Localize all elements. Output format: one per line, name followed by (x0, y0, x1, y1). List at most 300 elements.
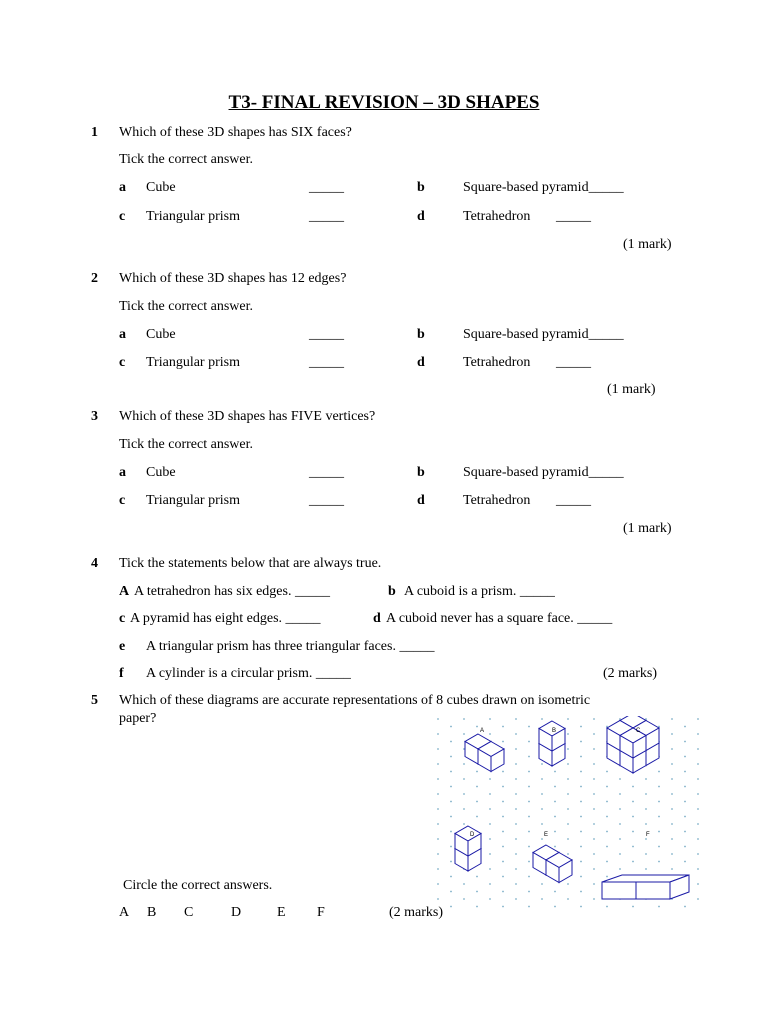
grid-dot (437, 883, 439, 885)
grid-dot (580, 816, 582, 818)
grid-dot (580, 891, 582, 893)
grid-dot (476, 726, 478, 728)
grid-dot (476, 771, 478, 773)
grid-dot (515, 718, 517, 720)
page-title: T3- FINAL REVISION – 3D SHAPES (228, 92, 540, 113)
option-letter: c (119, 355, 126, 370)
grid-dot (437, 898, 439, 900)
grid-dot (528, 786, 530, 788)
grid-dot (580, 876, 582, 878)
grid-dot (528, 726, 530, 728)
grid-dot (489, 883, 491, 885)
grid-dot (502, 846, 504, 848)
grid-dot (502, 786, 504, 788)
grid-dot (593, 898, 595, 900)
grid-dot (645, 838, 647, 840)
grid-dot (554, 786, 556, 788)
grid-dot (632, 816, 634, 818)
grid-dot (502, 876, 504, 878)
grid-dot (437, 823, 439, 825)
grid-dot (463, 718, 465, 720)
answer-blank[interactable]: _____ (556, 493, 591, 508)
grid-dot (489, 808, 491, 810)
grid-dot (671, 853, 673, 855)
grid-dot (437, 838, 439, 840)
grid-dot (684, 786, 686, 788)
statement-letter: e (119, 639, 126, 654)
grid-dot (528, 846, 530, 848)
grid-dot (593, 883, 595, 885)
option-letter: d (417, 355, 425, 370)
question-number: 3 (91, 409, 98, 424)
grid-dot (463, 823, 465, 825)
grid-dot (580, 831, 582, 833)
grid-dot (593, 823, 595, 825)
answer-option-f[interactable]: F (317, 905, 325, 920)
grid-dot (645, 793, 647, 795)
grid-dot (463, 808, 465, 810)
grid-dot (593, 778, 595, 780)
grid-dot (567, 748, 569, 750)
grid-dot (515, 823, 517, 825)
grid-dot (684, 801, 686, 803)
grid-dot (593, 808, 595, 810)
grid-dot (450, 771, 452, 773)
grid-dot (541, 793, 543, 795)
grid-dot (684, 771, 686, 773)
grid-dot (450, 906, 452, 908)
grid-dot (632, 906, 634, 908)
grid-dot (671, 838, 673, 840)
grid-dot (502, 906, 504, 908)
grid-dot (541, 823, 543, 825)
answer-option-e[interactable]: E (277, 905, 286, 920)
grid-dot (671, 823, 673, 825)
instruction-text: Tick the correct answer. (119, 299, 253, 314)
grid-dot (684, 816, 686, 818)
option-letter: d (417, 209, 425, 224)
grid-dot (593, 793, 595, 795)
grid-dot (658, 906, 660, 908)
grid-dot (697, 748, 699, 750)
option-letter: b (417, 180, 425, 195)
question-text: Which of these diagrams are accurate representations of 8 cubes drawn on isometric (119, 693, 591, 708)
option-letter: d (417, 493, 425, 508)
grid-dot (541, 718, 543, 720)
grid-dot (632, 831, 634, 833)
grid-dot (632, 801, 634, 803)
grid-dot (489, 778, 491, 780)
diagram-label-e: E (544, 832, 549, 838)
grid-dot (697, 898, 699, 900)
answer-blank[interactable]: _____ (309, 465, 344, 480)
grid-dot (580, 801, 582, 803)
option-letter: c (119, 209, 126, 224)
marks-label: (1 mark) (623, 521, 672, 536)
option-text[interactable]: Square-based pyramid_____ (463, 465, 624, 480)
grid-dot (437, 868, 439, 870)
grid-dot (450, 801, 452, 803)
grid-dot (554, 891, 556, 893)
grid-dot (476, 801, 478, 803)
grid-dot (684, 831, 686, 833)
question-text: Which of these 3D shapes has 12 edges? (119, 271, 347, 286)
grid-dot (437, 778, 439, 780)
grid-dot (658, 831, 660, 833)
grid-dot (697, 868, 699, 870)
grid-dot (671, 808, 673, 810)
answer-option-c[interactable]: C (184, 905, 194, 920)
marks-label: (2 marks) (603, 666, 658, 681)
grid-dot (606, 786, 608, 788)
answer-blank[interactable]: _____ (309, 493, 344, 508)
grid-dot (671, 748, 673, 750)
diagram-label-b: B (552, 728, 557, 734)
grid-dot (515, 868, 517, 870)
option-text[interactable]: Square-based pyramid_____ (463, 327, 624, 342)
option-text: Triangular prism (146, 209, 240, 224)
grid-dot (515, 808, 517, 810)
grid-dot (619, 838, 621, 840)
grid-dot (528, 756, 530, 758)
grid-dot (437, 763, 439, 765)
instruction-text: Tick the correct answer. (119, 152, 253, 167)
grid-dot (554, 831, 556, 833)
grid-dot (697, 853, 699, 855)
option-letter: b (417, 327, 425, 342)
grid-dot (593, 868, 595, 870)
grid-dot (502, 741, 504, 743)
grid-dot (528, 831, 530, 833)
diagram-label-f: F (646, 832, 650, 838)
grid-dot (489, 823, 491, 825)
answer-option-d[interactable]: D (231, 905, 242, 920)
grid-dot (450, 741, 452, 743)
grid-dot (684, 846, 686, 848)
grid-dot (541, 838, 543, 840)
grid-dot (671, 793, 673, 795)
grid-dot (593, 733, 595, 735)
grid-dot (476, 816, 478, 818)
marks-label: (1 mark) (623, 237, 672, 252)
grid-dot (450, 726, 452, 728)
grid-dot (580, 786, 582, 788)
grid-dot (567, 808, 569, 810)
grid-dot (658, 771, 660, 773)
option-text: Triangular prism (146, 355, 240, 370)
option-text[interactable]: Square-based pyramid_____ (463, 180, 624, 195)
grid-dot (593, 763, 595, 765)
grid-dot (437, 793, 439, 795)
grid-dot (632, 786, 634, 788)
grid-dot (593, 853, 595, 855)
question-number: 1 (91, 125, 98, 140)
grid-dot (554, 771, 556, 773)
grid-dot (554, 801, 556, 803)
grid-dot (515, 763, 517, 765)
grid-dot (450, 786, 452, 788)
grid-dot (658, 786, 660, 788)
grid-dot (671, 763, 673, 765)
grid-dot (502, 861, 504, 863)
grid-dot (528, 801, 530, 803)
grid-dot (697, 733, 699, 735)
marks-label: (1 mark) (607, 382, 656, 397)
grid-dot (684, 906, 686, 908)
grid-dot (528, 741, 530, 743)
grid-dot (437, 733, 439, 735)
answer-blank[interactable]: _____ (309, 209, 344, 224)
grid-dot (515, 778, 517, 780)
grid-dot (567, 763, 569, 765)
option-text: Tetrahedron (463, 493, 531, 508)
grid-dot (541, 883, 543, 885)
statement-letter: b (388, 584, 396, 599)
answer-blank[interactable]: _____ (309, 355, 344, 370)
grid-dot (528, 816, 530, 818)
option-text: Tetrahedron (463, 209, 531, 224)
grid-dot (671, 778, 673, 780)
grid-dot (567, 898, 569, 900)
grid-dot (489, 898, 491, 900)
question-text: Which of these 3D shapes has FIVE vertices? (119, 409, 376, 424)
grid-dot (619, 823, 621, 825)
grid-dot (554, 906, 556, 908)
grid-dot (567, 838, 569, 840)
grid-dot (619, 868, 621, 870)
question-text: Tick the statements below that are always true. (119, 556, 382, 571)
grid-dot (606, 846, 608, 848)
statement-text[interactable]: A cylinder is a circular prism. _____ (146, 666, 351, 681)
grid-dot (515, 853, 517, 855)
answer-blank[interactable]: _____ (556, 355, 591, 370)
diagram-label-a: A (480, 728, 485, 734)
grid-dot (580, 861, 582, 863)
grid-dot (554, 846, 556, 848)
grid-dot (528, 876, 530, 878)
question-number: 4 (91, 556, 98, 571)
instruction-text: Circle the correct answers. (123, 878, 273, 893)
grid-dot (658, 861, 660, 863)
option-letter: c (119, 493, 126, 508)
diagram-label-d: D (470, 832, 475, 838)
grid-dot (658, 816, 660, 818)
statement-letter: f (119, 666, 124, 681)
grid-dot (463, 793, 465, 795)
grid-dot (580, 771, 582, 773)
isometric-diagrams (434, 716, 704, 914)
grid-dot (528, 771, 530, 773)
grid-dot (463, 778, 465, 780)
grid-dot (567, 778, 569, 780)
grid-dot (476, 906, 478, 908)
grid-dot (463, 733, 465, 735)
grid-dot (684, 726, 686, 728)
statement-text[interactable]: A pyramid has eight edges. _____ (130, 611, 321, 626)
grid-dot (619, 808, 621, 810)
answer-option-b[interactable]: B (147, 905, 157, 920)
grid-dot (502, 831, 504, 833)
answer-blank[interactable]: _____ (309, 327, 344, 342)
grid-dot (476, 891, 478, 893)
grid-dot (515, 793, 517, 795)
grid-dot (567, 733, 569, 735)
grid-dot (437, 808, 439, 810)
grid-dot (697, 808, 699, 810)
grid-dot (450, 816, 452, 818)
option-text: Cube (146, 465, 176, 480)
grid-dot (476, 786, 478, 788)
grid-dot (528, 906, 530, 908)
grid-dot (671, 718, 673, 720)
option-letter: b (417, 465, 425, 480)
grid-dot (658, 801, 660, 803)
grid-dot (554, 816, 556, 818)
grid-dot (619, 793, 621, 795)
answer-option-a[interactable]: A (119, 905, 130, 920)
grid-dot (593, 838, 595, 840)
grid-dot (437, 748, 439, 750)
option-text: Cube (146, 327, 176, 342)
option-letter: a (119, 465, 126, 480)
statement-text[interactable]: A tetrahedron has six edges. _____ (134, 584, 330, 599)
grid-dot (450, 756, 452, 758)
statement-text[interactable]: A cuboid is a prism. _____ (404, 584, 555, 599)
grid-dot (502, 726, 504, 728)
grid-dot (541, 808, 543, 810)
grid-dot (541, 898, 543, 900)
grid-dot (515, 883, 517, 885)
grid-dot (567, 883, 569, 885)
grid-dot (567, 853, 569, 855)
grid-dot (580, 741, 582, 743)
grid-dot (580, 906, 582, 908)
grid-dot (606, 831, 608, 833)
statement-letter: c (119, 611, 126, 626)
grid-dot (606, 801, 608, 803)
statement-text[interactable]: A triangular prism has three triangular faces. _____ (146, 639, 435, 654)
grid-dot (697, 778, 699, 780)
grid-dot (606, 771, 608, 773)
grid-dot (567, 793, 569, 795)
grid-dot (437, 718, 439, 720)
grid-dot (606, 876, 608, 878)
grid-dot (593, 748, 595, 750)
grid-dot (502, 891, 504, 893)
instruction-text: Tick the correct answer. (119, 437, 253, 452)
grid-dot (489, 733, 491, 735)
grid-dot (645, 868, 647, 870)
grid-dot (684, 756, 686, 758)
answer-blank[interactable]: _____ (309, 180, 344, 195)
grid-dot (489, 793, 491, 795)
grid-dot (541, 763, 543, 765)
cube-drawings (455, 716, 689, 899)
grid-dot (502, 816, 504, 818)
grid-dot (515, 838, 517, 840)
grid-dot (632, 846, 634, 848)
grid-dot (450, 831, 452, 833)
grid-dot (606, 816, 608, 818)
question-number: 2 (91, 271, 98, 286)
option-text: Cube (146, 180, 176, 195)
option-letter: a (119, 180, 126, 195)
grid-dot (489, 718, 491, 720)
question-text-continued: paper? (119, 711, 157, 726)
grid-dot (697, 838, 699, 840)
grid-dot (645, 808, 647, 810)
grid-dot (697, 823, 699, 825)
grid-dot (489, 868, 491, 870)
grid-dot (697, 763, 699, 765)
grid-dot (515, 898, 517, 900)
grid-dot (463, 883, 465, 885)
grid-dot (645, 853, 647, 855)
grid-dot (632, 861, 634, 863)
grid-dot (463, 898, 465, 900)
statement-text[interactable]: A cuboid never has a square face. _____ (386, 611, 613, 626)
marks-label: (2 marks) (389, 905, 444, 920)
grid-dot (684, 861, 686, 863)
grid-dot (619, 853, 621, 855)
grid-dot (580, 846, 582, 848)
grid-dot (658, 846, 660, 848)
grid-dot (476, 876, 478, 878)
option-letter: a (119, 327, 126, 342)
statement-letter: d (373, 611, 381, 626)
grid-dot (567, 718, 569, 720)
option-text: Triangular prism (146, 493, 240, 508)
grid-dot (671, 733, 673, 735)
grid-dot (502, 771, 504, 773)
grid-dot (580, 726, 582, 728)
grid-dot (502, 801, 504, 803)
question-text: Which of these 3D shapes has SIX faces? (119, 125, 352, 140)
answer-blank[interactable]: _____ (556, 209, 591, 224)
question-number: 5 (91, 693, 98, 708)
grid-dot (684, 741, 686, 743)
grid-dot (606, 906, 608, 908)
grid-dot (671, 868, 673, 870)
grid-dot (450, 876, 452, 878)
grid-dot (593, 718, 595, 720)
grid-dot (606, 861, 608, 863)
grid-dot (619, 778, 621, 780)
grid-dot (450, 891, 452, 893)
grid-dot (450, 846, 452, 848)
grid-dot (528, 861, 530, 863)
diagram-label-c: C (636, 728, 641, 734)
statement-letter: A (119, 584, 130, 599)
option-text: Tetrahedron (463, 355, 531, 370)
grid-dot (697, 793, 699, 795)
grid-dot (437, 853, 439, 855)
grid-dot (450, 861, 452, 863)
grid-dot (489, 853, 491, 855)
grid-dot (697, 883, 699, 885)
grid-dot (463, 763, 465, 765)
grid-dot (528, 891, 530, 893)
grid-dot (580, 756, 582, 758)
grid-dot (645, 823, 647, 825)
grid-dot (567, 823, 569, 825)
grid-dot (515, 748, 517, 750)
grid-dot (645, 778, 647, 780)
grid-dot (697, 718, 699, 720)
grid-dot (541, 778, 543, 780)
grid-dot (515, 733, 517, 735)
grid-dot (489, 838, 491, 840)
